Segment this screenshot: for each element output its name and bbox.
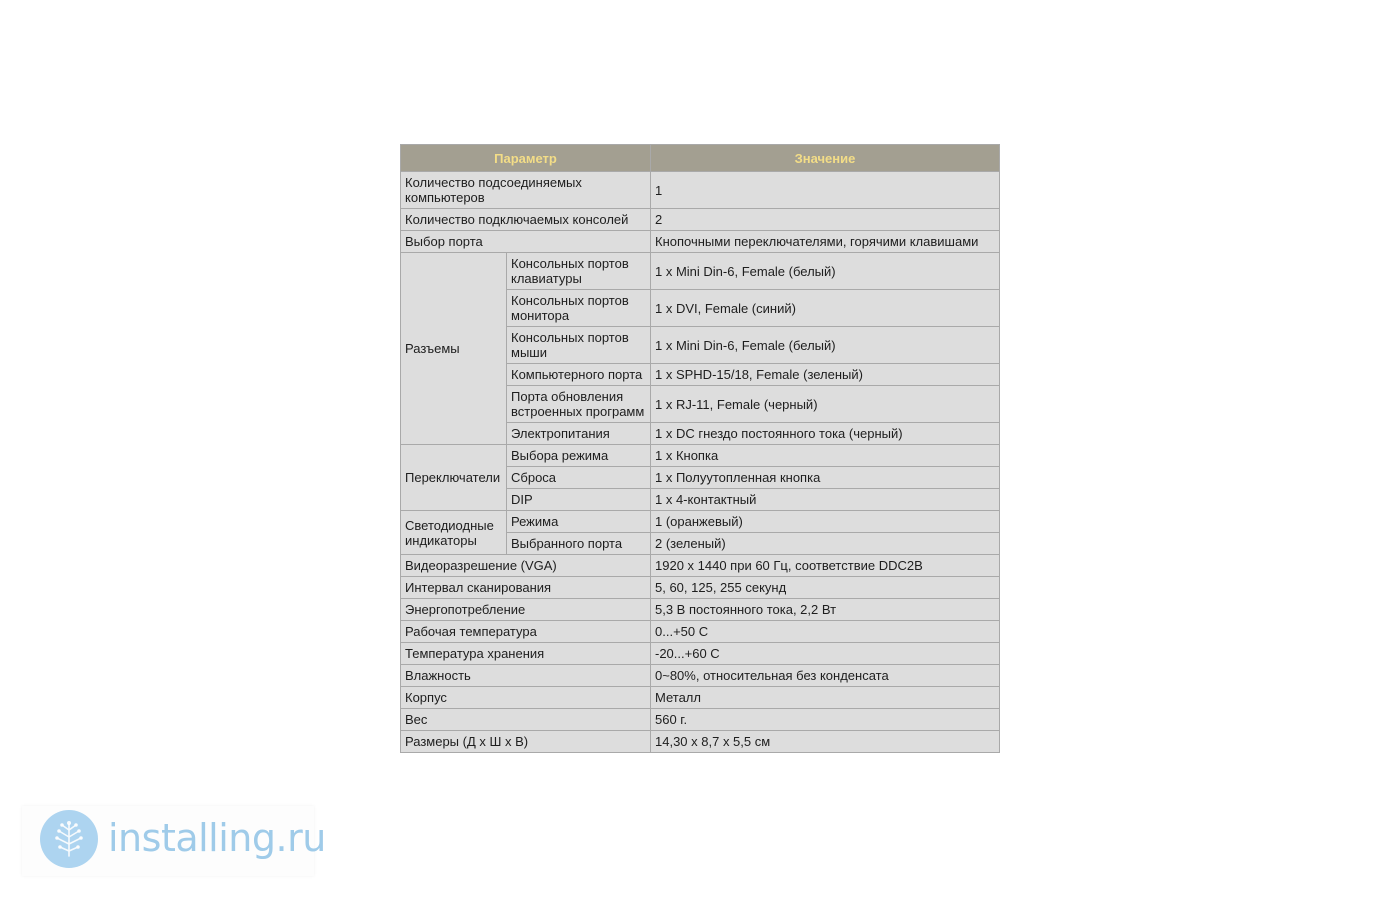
watermark-text: installing.ru bbox=[108, 816, 326, 860]
row-value: 2 bbox=[651, 209, 1000, 231]
row-label: Энергопотребление bbox=[401, 599, 651, 621]
row-value: 5, 60, 125, 255 секунд bbox=[651, 577, 1000, 599]
row-label: Количество подключаемых консолей bbox=[401, 209, 651, 231]
row-label: Интервал сканирования bbox=[401, 577, 651, 599]
table-header-row bbox=[401, 145, 1000, 172]
row-value: 1 x Кнопка bbox=[651, 445, 1000, 467]
table-row bbox=[401, 599, 1000, 621]
table-row bbox=[401, 253, 1000, 290]
row-label: Видеоразрешение (VGA) bbox=[401, 555, 651, 577]
table-row bbox=[401, 555, 1000, 577]
row-label: Температура хранения bbox=[401, 643, 651, 665]
row-value: 1 x DVI, Female (синий) bbox=[651, 290, 1000, 327]
row-value: 1 x RJ-11, Female (черный) bbox=[651, 386, 1000, 423]
row-value: 14,30 x 8,7 x 5,5 см bbox=[651, 731, 1000, 753]
row-label: Корпус bbox=[401, 687, 651, 709]
sub-label: Порта обновления встроенных программ bbox=[507, 386, 651, 423]
sub-label: Компьютерного порта bbox=[507, 364, 651, 386]
group-label-switches: Переключатели bbox=[401, 445, 507, 511]
row-label: Рабочая температура bbox=[401, 621, 651, 643]
sub-label: DIP bbox=[507, 489, 651, 511]
row-value: 560 г. bbox=[651, 709, 1000, 731]
sub-label: Консольных портов мыши bbox=[507, 327, 651, 364]
row-value: 1 x 4-контактный bbox=[651, 489, 1000, 511]
row-value: 1920 x 1440 при 60 Гц, соответствие DDC2B bbox=[651, 555, 1000, 577]
row-value: 1 x Mini Din-6, Female (белый) bbox=[651, 327, 1000, 364]
row-label: Выбор порта bbox=[401, 231, 651, 253]
row-label: Влажность bbox=[401, 665, 651, 687]
header-value: Значение bbox=[651, 145, 1000, 172]
row-value: 1 (оранжевый) bbox=[651, 511, 1000, 533]
sub-label: Выбранного порта bbox=[507, 533, 651, 555]
sub-label: Режима bbox=[507, 511, 651, 533]
row-value: Металл bbox=[651, 687, 1000, 709]
sub-label: Сброса bbox=[507, 467, 651, 489]
table-row bbox=[401, 511, 1000, 533]
table-row bbox=[401, 709, 1000, 731]
sub-label: Выбора режима bbox=[507, 445, 651, 467]
row-label: Количество подсоединяемых компьютеров bbox=[401, 172, 651, 209]
table-row bbox=[401, 665, 1000, 687]
table-row bbox=[401, 577, 1000, 599]
table-row bbox=[401, 231, 1000, 253]
row-label: Размеры (Д x Ш x В) bbox=[401, 731, 651, 753]
row-value: 1 x Mini Din-6, Female (белый) bbox=[651, 253, 1000, 290]
group-label-connectors: Разъемы bbox=[401, 253, 507, 445]
table-row bbox=[401, 445, 1000, 467]
spec-table bbox=[400, 144, 1000, 753]
logo-tree-icon bbox=[40, 810, 98, 868]
watermark-logo bbox=[22, 806, 326, 876]
table-row bbox=[401, 643, 1000, 665]
row-value: Кнопочными переключателями, горячими клавишами bbox=[651, 231, 1000, 253]
sub-label: Консольных портов монитора bbox=[507, 290, 651, 327]
table-row bbox=[401, 209, 1000, 231]
row-value: 0...+50 C bbox=[651, 621, 1000, 643]
row-value: 1 x SPHD-15/18, Female (зеленый) bbox=[651, 364, 1000, 386]
table-row bbox=[401, 687, 1000, 709]
row-value: 1 x DC гнездо постоянного тока (черный) bbox=[651, 423, 1000, 445]
row-value: 0~80%, относительная без конденсата bbox=[651, 665, 1000, 687]
table-row bbox=[401, 172, 1000, 209]
row-value: 1 bbox=[651, 172, 1000, 209]
sub-label: Электропитания bbox=[507, 423, 651, 445]
group-label-leds: Светодиодные индикаторы bbox=[401, 511, 507, 555]
row-label: Вес bbox=[401, 709, 651, 731]
row-value: -20...+60 C bbox=[651, 643, 1000, 665]
sub-label: Консольных портов клавиатуры bbox=[507, 253, 651, 290]
row-value: 5,3 В постоянного тока, 2,2 Вт bbox=[651, 599, 1000, 621]
header-param: Параметр bbox=[401, 145, 651, 172]
table-row bbox=[401, 621, 1000, 643]
table-row bbox=[401, 731, 1000, 753]
row-value: 1 x Полуутопленная кнопка bbox=[651, 467, 1000, 489]
row-value: 2 (зеленый) bbox=[651, 533, 1000, 555]
